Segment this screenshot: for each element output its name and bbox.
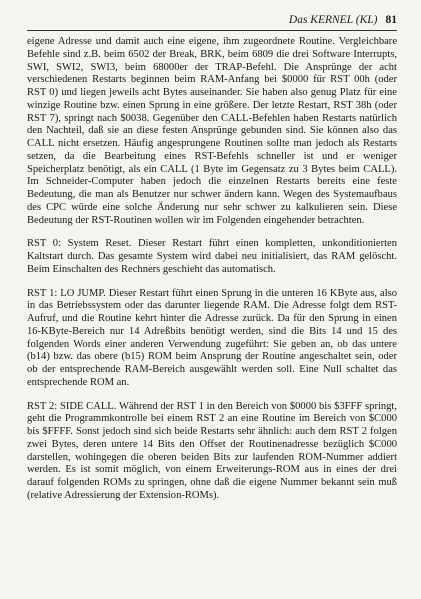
- paragraph-lead: RST 1:: [27, 287, 58, 299]
- paragraph-rst0: [27, 238, 397, 276]
- paragraph-text: eigene Adresse und damit auch eine eigene, ihm zugeordnete Routine. Vergleichbare Befehle sind z.B. beim 6502 der Break, BRK, beim 6809 die drei Software Interrupts, SWI, SWI2, SWI3, beim 68000er der TRAP-Befehl. Die Ansprünge der acht verschiedenen Restarts beginnen beim RAM-Anfang bei $0000 für RST 00h (oder RST 0) und liegen jeweils acht Bytes auseinander. Sie haben also genug Platz für eine winzige Routine bzw. einen Sprung in eine größere. Der letzte Restart, RST 38h (oder RST 7), springt nach $0038. Gegenüber den CALL-Befehlen haben Restarts natürlich den Nachteil, daß sie an diese festen Ansprünge gebunden sind. Sie können also das CALL nicht ersetzen. Häufig angesprungene Routinen sollte man jedoch als Restarts setzen, da die Bearbeitung eines RST-Befehls schneller ist und er weniger Speicherplatz benötigt, als ein CALL (1 Byte im Gegensatz zu 3 Bytes beim CALL). Im Schneider-Computer haben jedoch die einzelnen Restarts bereits eine feste Bedeutung, die man als Benutzer nur schwer ändern kann. Wegen des Systemaufbaus des CPC würde eine solche Änderung nur sehr schwer zu kalkulieren sein. Diese Bedeutung der RST-Routinen wollen wir im Folgenden eingehender betrachten.: [27, 36, 397, 226]
- paragraph-rst2: [27, 401, 397, 503]
- paragraph-text: SIDE CALL. Während der RST 1 in den Bereich von $0000 bis $3FFF springt, geht die Programmkontrolle bei einem RST 2 an eine Routine im Bereich von $C000 bis $FFFF. Sonst jedoch sind sich beide Restarts sehr ähnlich: auch dem RST 2 folgen zwei Bytes, deren untere 14 Bits den Offset der Routinenadresse bezüglich $C000 darstellen, wohingegen die oberen beiden Bits zur laufenden ROM-Nummer addiert werden. Es ist somit möglich, von einem Erweiterungs-ROM aus in eines der drei darauf folgenden ROMs zu springen, ohne daß die eigene Nummer bekannt sein muß (relative Adressierung der Extension-ROMs).: [27, 400, 397, 501]
- paragraph-text: LO JUMP. Dieser Restart führt einen Sprung in die unteren 16 KByte aus, also in das Betriebssystem oder das darunter liegende RAM. Die Adresse folgt dem RST-Aufruf, und die Routine kehrt hinter die Adresse zurück. Da für den Sprung in einen 16-KByte-Bereich nur 14 Adreßbits benötigt werden, sind die Bits 14 und 15 des folgenden Words einer anderen Verwendung zugeführt: Sie geben an, ob das untere (b14) bzw. das obere (b15) ROM beim Ansprung der Routine angeschaltet sein, oder ob der entsprechende RAM-Bereich ausgewählt werden soll. Eine Null schaltet das entsprechende ROM an.: [27, 287, 397, 388]
- running-title: Das KERNEL (KL): [288, 14, 378, 26]
- header-rule: [27, 30, 397, 31]
- running-header: [27, 14, 397, 26]
- paragraph-lead: RST 0:: [27, 238, 61, 250]
- paragraph-text: System Reset. Dieser Restart führt einen kompletten, unkonditionierten Kaltstart durch. Das gesamte System wird dabei neu initialisiert, das RAM gelöscht. Beim Einschalten des Rechners geschieht das automatisch.: [27, 238, 398, 275]
- paragraph-rst1: [27, 288, 397, 390]
- paragraph-lead: RST 2:: [27, 400, 58, 412]
- paragraph-intro: [27, 36, 397, 227]
- page-number: 81: [385, 14, 397, 26]
